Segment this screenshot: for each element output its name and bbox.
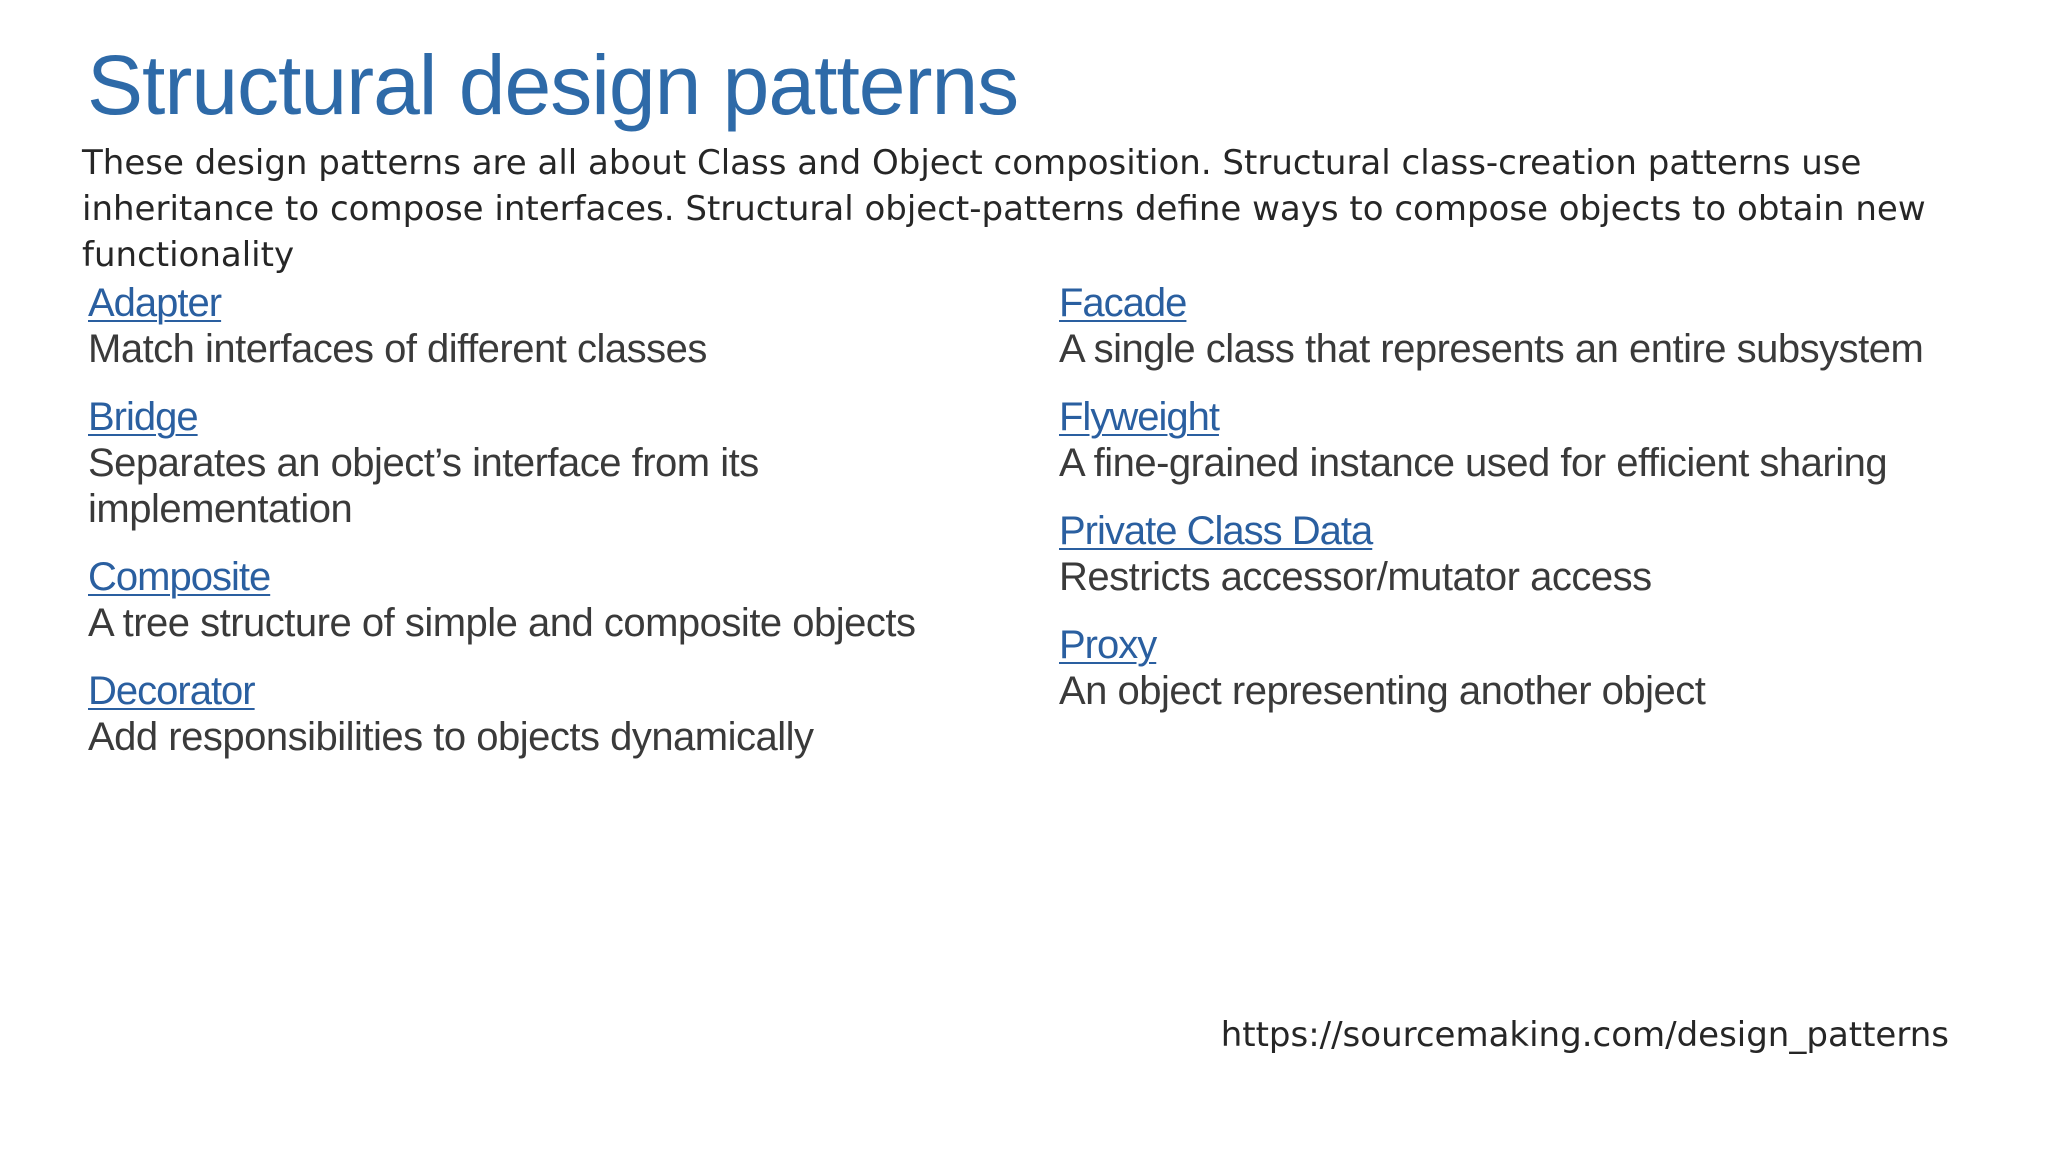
composite-link[interactable]: Composite bbox=[88, 555, 271, 599]
pattern-flyweight bbox=[1059, 394, 2019, 486]
facade-link[interactable]: Facade bbox=[1059, 281, 1187, 325]
proxy-description: An object representing another object bbox=[1059, 669, 1706, 713]
pattern-facade bbox=[1059, 280, 2019, 372]
decorator-link[interactable]: Decorator bbox=[88, 669, 255, 713]
adapter-link[interactable]: Adapter bbox=[88, 281, 222, 325]
flyweight-description: A fine-grained instance used for efficient sharing bbox=[1059, 441, 1888, 485]
patterns-right-column bbox=[1059, 280, 2019, 736]
decorator-description: Add responsibilities to objects dynamically bbox=[88, 715, 814, 759]
pattern-decorator bbox=[88, 668, 988, 760]
adapter-description: Match interfaces of different classes bbox=[88, 327, 707, 371]
intro-paragraph: These design patterns are all about Class and Object composition. Structural class-creation patterns use inheritance to compose interfaces. Structural object-patterns define ways to compose objects to obtain new functionality bbox=[82, 143, 1926, 275]
bridge-description: Separates an object’s interface from its implementation bbox=[88, 441, 759, 531]
source-url: https://sourcemaking.com/design_patterns bbox=[1220, 1015, 1949, 1055]
proxy-link[interactable]: Proxy bbox=[1059, 623, 1157, 667]
private-class-data-description: Restricts accessor/mutator access bbox=[1059, 555, 1652, 599]
private-class-data-link[interactable]: Private Class Data bbox=[1059, 509, 1373, 553]
slide-title: Structural design patterns bbox=[87, 38, 1019, 132]
pattern-adapter bbox=[88, 280, 988, 372]
pattern-private-class-data bbox=[1059, 508, 2019, 600]
pattern-proxy bbox=[1059, 622, 2019, 714]
flyweight-link[interactable]: Flyweight bbox=[1059, 395, 1219, 439]
pattern-bridge bbox=[88, 394, 988, 532]
patterns-left-column bbox=[88, 280, 988, 782]
composite-description: A tree structure of simple and composite objects bbox=[88, 601, 916, 645]
facade-description: A single class that represents an entire subsystem bbox=[1059, 327, 1924, 371]
pattern-composite bbox=[88, 554, 988, 646]
bridge-link[interactable]: Bridge bbox=[88, 395, 198, 439]
